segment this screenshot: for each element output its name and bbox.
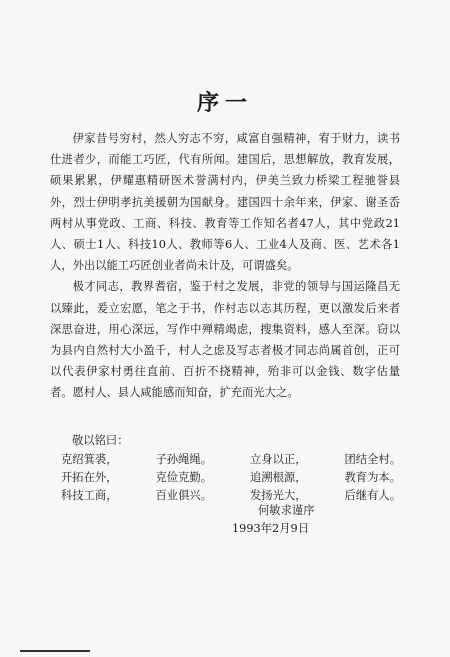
paragraph: 伊家昔号穷村，然人穷志不穷，咸富自强精神，宥于财力，读书仕进者少，而能工巧匠，代有所闻。建国后，思想解放，教育发展，硕果累累，伊耀惠精研医术誉满村内，伊美兰致力桥梁工程驰誉县外，烈士伊明孝抗美援朝为国献身。建国四十余年来，伊家、谢圣岙两村从事党政、工商、科技、教育等工作知名者47人，其中党政21人、硕士1人、科技10人、教师等6人、工业4人及商、医、艺术各1人，外出以能工巧匠创业者尚未计及，可谓盛矣。: [50, 132, 400, 273]
footer-rule: [20, 650, 90, 652]
preface-body: [50, 128, 400, 404]
motto-phrase: 开拓在外，: [61, 471, 118, 484]
motto-line: [61, 487, 401, 505]
signature-date: 1993年2月9日: [232, 522, 310, 535]
motto-phrase: 教育为本。: [344, 471, 401, 484]
motto-verse: [61, 451, 401, 505]
preface-title: 序一: [196, 90, 253, 116]
motto-phrase: 克绍箕裘，: [61, 453, 118, 466]
motto-phrase: 追溯根源，: [250, 471, 307, 484]
paragraph: 极才同志，教界耆宿，鉴于村之发展，非党的领导与国运隆昌无以臻此，爰立宏愿，笔之于书，作村志以志其历程，更以激发后来者深思奋进，用心深远，写作中殚精竭虑，搜集资料，感人至深。窃以为县内自然村大小盈千，村人之虑及写志者极才同志尚属首创，正可以代表伊家村勇往直前、百折不挠精神，殆非可以金钱、数字估量者。愿村人、县人咸能感而知奋，扩充而光大之。: [50, 280, 400, 400]
motto-line: [61, 469, 401, 487]
author-signature: 何敏求谨序: [258, 504, 315, 517]
motto-phrase: 科技工商，: [61, 489, 118, 502]
motto-phrase: 克俭克勤。: [155, 471, 212, 484]
motto-phrase: 发扬光大，: [250, 489, 307, 502]
motto-phrase: 立身以正，: [250, 453, 307, 466]
motto-phrase: 百业俱兴。: [155, 489, 212, 502]
motto-phrase: 子孙绳绳。: [155, 453, 212, 466]
motto-phrase: 后继有人。: [344, 489, 401, 502]
motto-phrase: 团结全村。: [344, 453, 401, 466]
motto-line: [61, 451, 401, 469]
motto-intro: 敬以铭曰：: [72, 434, 129, 447]
